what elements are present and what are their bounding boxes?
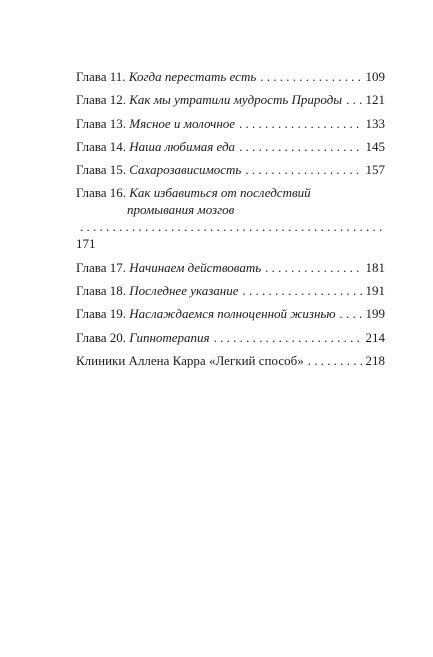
chapter-title-continuation: промывания мозгов <box>127 202 235 218</box>
toc-entry-clinics <box>76 352 385 369</box>
chapter-title: Наша любимая еда <box>129 138 236 154</box>
dot-leader <box>80 218 382 235</box>
chapter-title: Гипнотерапия <box>129 329 210 345</box>
chapter-title: Последнее указание <box>129 283 239 299</box>
toc-entry-chapter-19 <box>76 305 385 322</box>
chapter-title: Начинаем действовать <box>129 259 262 275</box>
page-number: 133 <box>365 115 385 131</box>
chapter-label: Глава 17. <box>76 259 127 275</box>
page-number: 145 <box>365 138 385 154</box>
chapter-title: Сахарозависимость <box>129 162 242 178</box>
toc-entry-chapter-15 <box>76 161 385 178</box>
chapter-label: Глава 18. <box>76 283 127 299</box>
chapter-title: Когда перестать есть <box>128 69 257 84</box>
toc-entry-chapter-13 <box>76 115 385 132</box>
chapter-label: Глава 11. <box>76 69 126 84</box>
dot-leader <box>245 161 362 178</box>
page-number: 191 <box>365 283 385 299</box>
toc-entry-chapter-16 <box>76 184 385 252</box>
dot-leader <box>243 282 363 299</box>
page-number: 199 <box>365 306 385 322</box>
dot-leader <box>260 68 362 85</box>
page-number: 157 <box>365 162 385 178</box>
toc-entry-chapter-17 <box>76 259 385 276</box>
dot-leader <box>340 305 363 322</box>
entry-title: Клиники Аллена Карра «Легкий способ» <box>76 352 304 368</box>
dot-leader <box>346 91 362 108</box>
chapter-title: Наслаждаемся полноценной жизнью <box>129 306 336 322</box>
chapter-label: Глава 13. <box>76 115 127 131</box>
page-number: 218 <box>365 352 385 368</box>
page-number: 171 <box>76 236 96 252</box>
page-number: 181 <box>365 259 385 275</box>
dot-leader <box>239 138 362 155</box>
chapter-title: Как избавиться от последствий <box>129 185 311 201</box>
chapter-label: Глава 19. <box>76 306 127 322</box>
chapter-label: Глава 12. <box>76 92 127 108</box>
toc-entry-chapter-11 <box>76 68 385 85</box>
page-number: 121 <box>365 92 385 108</box>
dot-leader <box>214 329 363 346</box>
chapter-label: Глава 15. <box>76 162 127 178</box>
chapter-label: Глава 14. <box>76 138 127 154</box>
table-of-contents <box>76 68 385 375</box>
page-number: 109 <box>365 69 385 84</box>
dot-leader <box>239 115 362 132</box>
dot-leader <box>265 259 362 276</box>
toc-entry-chapter-12 <box>76 91 385 108</box>
chapter-label: Глава 16. <box>76 185 127 201</box>
toc-entry-chapter-20 <box>76 329 385 346</box>
chapter-title: Как мы утратили мудрость Природы <box>129 92 343 108</box>
toc-entry-chapter-14 <box>76 138 385 155</box>
dot-leader <box>308 352 363 369</box>
chapter-label: Глава 20. <box>76 329 127 345</box>
toc-entry-chapter-18 <box>76 282 385 299</box>
page-number: 214 <box>365 329 385 345</box>
chapter-title: Мясное и молочное <box>129 115 236 131</box>
